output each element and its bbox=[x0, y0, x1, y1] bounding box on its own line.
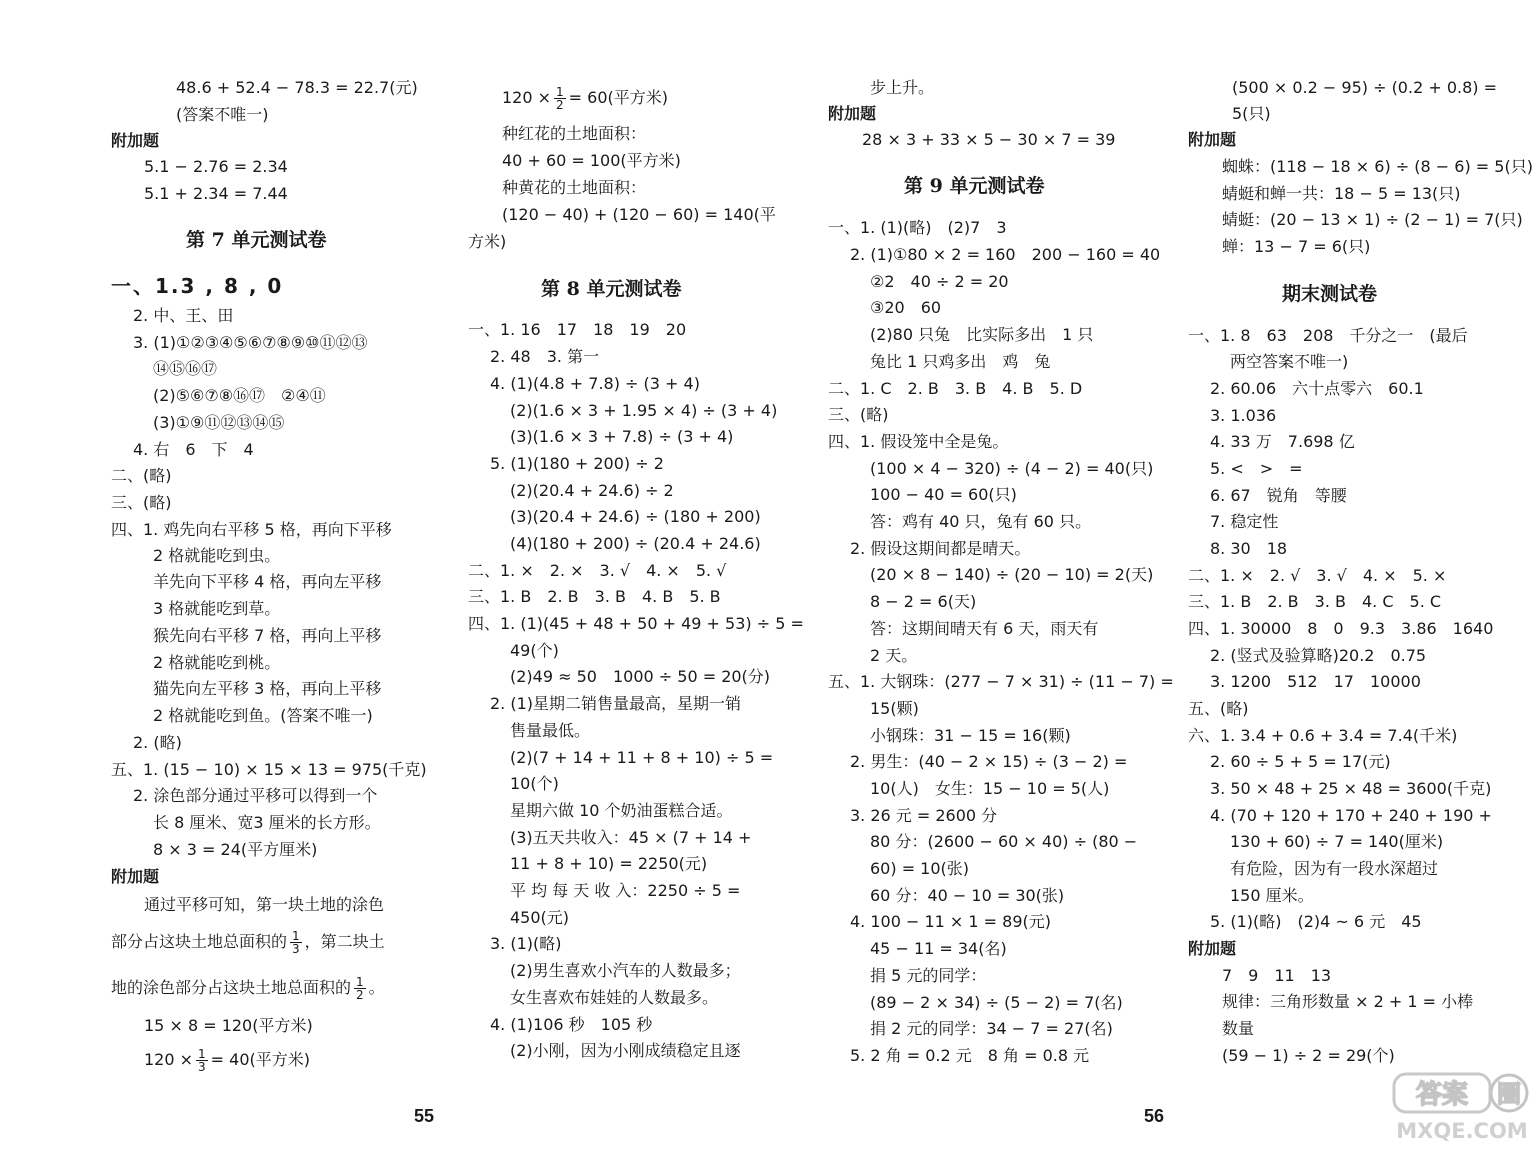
answer-line: 一、1. 16 17 18 19 20 bbox=[468, 320, 687, 339]
answer-line: 2. (略) bbox=[133, 733, 182, 752]
answer-line: 2. 男生：(40 − 2 × 15) ÷ (3 − 2) = bbox=[850, 752, 1128, 771]
answer-line: 120 × $\frac{1}{2}$ = 60(平方米) bbox=[502, 85, 669, 112]
answer-line: ③20 60 bbox=[870, 298, 942, 317]
answer-line: 答：这期间晴天有 6 天，雨天有 bbox=[870, 619, 1099, 638]
answer-line: 28 × 3 + 33 × 5 − 30 × 7 = 39 bbox=[862, 130, 1116, 149]
answer-line: 三、(略) bbox=[111, 493, 172, 512]
answer-line: 2. 中、王、田 bbox=[133, 306, 234, 325]
answer-line: 4. 右 6 下 4 bbox=[133, 440, 254, 459]
answer-line: 49(个) bbox=[510, 641, 559, 660]
answer-line: (2)⑤⑥⑦⑧⑯⑰ ②④⑪ bbox=[153, 386, 326, 405]
answer-line: 女生喜欢布娃娃的人数最多。 bbox=[510, 988, 719, 1007]
answer-line: 三、1. B 2. B 3. B 4. C 5. C bbox=[1188, 592, 1442, 611]
answer-line: 3. 1200 512 17 10000 bbox=[1210, 672, 1421, 691]
answer-line: 蜻蜓：(20 − 13 × 1) ÷ (2 − 1) = 7(只) bbox=[1222, 210, 1523, 229]
page-number: 55 bbox=[414, 1106, 435, 1126]
answer-line: 5. 2 角 = 0.2 元 8 角 = 0.8 元 bbox=[850, 1046, 1090, 1065]
bonus-heading: 附加题 bbox=[111, 131, 160, 150]
answer-line: 48.6 + 52.4 − 78.3 = 22.7(元) bbox=[176, 78, 418, 97]
answer-line: 通过平移可知，第一块土地的涂色 bbox=[144, 895, 385, 914]
answer-line: 10(人) 女生：15 − 10 = 5(人) bbox=[870, 779, 1110, 798]
answer-line: (2)(20.4 + 24.6) ÷ 2 bbox=[510, 481, 674, 500]
answer-line: 种黄花的土地面积： bbox=[502, 178, 647, 197]
answer-line: 5.1 + 2.34 = 7.44 bbox=[144, 184, 288, 203]
answer-line: 兔比 1 只鸡多出 鸡 兔 bbox=[870, 352, 1051, 371]
answer-line: 4. 100 − 11 × 1 = 89(元) bbox=[850, 912, 1052, 931]
svg-text:圈: 圈 bbox=[1497, 1080, 1521, 1108]
answer-line: 五、1. 大钢珠：(277 − 7 × 31) ÷ (11 − 7) = bbox=[828, 672, 1174, 691]
answer-line: (2)(7 + 14 + 11 + 8 + 10) ÷ 5 = bbox=[510, 748, 774, 767]
answer-line: 2. 涂色部分通过平移可以得到一个 bbox=[133, 786, 378, 805]
answer-line: 猫先向左平移 3 格，再向上平移 bbox=[153, 679, 382, 698]
fraction-one-half: $\frac{1}{2}$ bbox=[356, 975, 364, 1002]
answer-line: 步上升。 bbox=[870, 78, 935, 97]
answer-line: 有危险，因为有一段水深超过 bbox=[1230, 859, 1439, 878]
answer-line: 5. (1)(略) (2)4 ~ 6 元 45 bbox=[1210, 912, 1422, 931]
answer-line: (答案不唯一) bbox=[176, 105, 269, 124]
answer-line: (3)(20.4 + 24.6) ÷ (180 + 200) bbox=[510, 507, 761, 526]
section-title: 第 9 单元测试卷 bbox=[904, 175, 1045, 197]
answer-line: 蜘蛛：(118 − 18 × 6) ÷ (8 − 6) = 5(只) bbox=[1222, 157, 1533, 176]
answer-line: 二、1. × 2. × 3. √ 4. × 5. √ bbox=[468, 561, 727, 580]
answer-line: 地的涂色部分占这块土地总面积的 $\frac{1}{2}$ 。 bbox=[111, 975, 385, 1002]
answer-line: 两空答案不唯一) bbox=[1230, 352, 1349, 371]
answer-line: 4. (1)(4.8 + 7.8) ÷ (3 + 4) bbox=[490, 374, 700, 393]
answer-line: 数量 bbox=[1222, 1019, 1255, 1038]
answer-line: 2. 假设这期间都是晴天。 bbox=[850, 539, 1031, 558]
answer-line: 2. 60.06 六十点零六 60.1 bbox=[1210, 379, 1424, 398]
answer-line: 120 × $\frac{1}{3}$ = 40(平方米) bbox=[144, 1047, 311, 1074]
answer-line: 3 格就能吃到草。 bbox=[153, 599, 281, 618]
answer-line: 60 分：40 − 10 = 30(张) bbox=[870, 886, 1065, 905]
answer-line: (100 × 4 − 320) ÷ (4 − 2) = 40(只) bbox=[870, 459, 1154, 478]
answer-line: 450(元) bbox=[510, 908, 570, 927]
section-title: 期末测试卷 bbox=[1282, 283, 1378, 305]
answer-line: 5(只) bbox=[1232, 104, 1271, 123]
answer-line: (59 − 1) ÷ 2 = 29(个) bbox=[1222, 1046, 1395, 1065]
answer-line: 长 8 厘米、宽3 厘米的长方形。 bbox=[153, 813, 381, 832]
answer-line: 5. (1)(180 + 200) ÷ 2 bbox=[490, 454, 664, 473]
answer-line: 15 × 8 = 120(平方米) bbox=[144, 1016, 313, 1035]
answer-line: 3. 50 × 48 + 25 × 48 = 3600(千克) bbox=[1210, 779, 1492, 798]
answer-line: 四、1. 假设笼中全是兔。 bbox=[828, 432, 1009, 451]
answer-line: 45 − 11 = 34(名) bbox=[870, 939, 1007, 958]
answer-line: 2 天。 bbox=[870, 646, 918, 665]
section-title: 第 7 单元测试卷 bbox=[186, 229, 327, 251]
answer-line: 四、1. 30000 8 0 9.3 3.86 1640 bbox=[1188, 619, 1494, 638]
answer-line: (2)80 只兔 比实际多出 1 只 bbox=[870, 325, 1094, 344]
answer-line: 平 均 每 天 收 入：2250 ÷ 5 = bbox=[510, 881, 741, 900]
answer-line: 130 + 60) ÷ 7 = 140(厘米) bbox=[1230, 832, 1444, 851]
answer-line: 种红花的土地面积： bbox=[502, 124, 647, 143]
svg-text:答案: 答案 bbox=[1415, 1080, 1469, 1110]
answer-line: (120 − 40) + (120 − 60) = 140(平 bbox=[502, 205, 776, 224]
answer-line: 五、1. (15 − 10) × 15 × 13 = 975(千克) bbox=[111, 760, 427, 779]
answer-line: 小钢珠：31 − 15 = 16(颗) bbox=[870, 726, 1071, 745]
answer-line: (2)男生喜欢小汽车的人数最多； bbox=[510, 961, 741, 980]
answer-line: 80 分：(2600 − 60 × 40) ÷ (80 − bbox=[870, 832, 1138, 851]
answer-line: 二、(略) bbox=[111, 466, 172, 485]
page-number: 56 bbox=[1144, 1106, 1165, 1126]
answer-line: 3. 1.036 bbox=[1210, 406, 1277, 425]
answer-line: 2. 48 3. 第一 bbox=[490, 347, 600, 366]
answer-line: 捐 2 元的同学：34 − 7 = 27(名) bbox=[870, 1019, 1113, 1038]
answer-line: 7 9 11 13 bbox=[1222, 966, 1332, 985]
answer-line: 三、1. B 2. B 3. B 4. B 5. B bbox=[468, 587, 721, 606]
answer-line: 60) = 10(张) bbox=[870, 859, 970, 878]
answer-line: 4. (70 + 120 + 170 + 240 + 190 + bbox=[1210, 806, 1492, 825]
answer-line: (500 × 0.2 − 95) ÷ (0.2 + 0.8) = bbox=[1232, 78, 1498, 97]
answer-line: 8. 30 18 bbox=[1210, 539, 1288, 558]
answer-line: 11 + 8 + 10) = 2250(元) bbox=[510, 854, 708, 873]
answer-line: ②2 40 ÷ 2 = 20 bbox=[870, 272, 1009, 291]
answer-line: 8 × 3 = 24(平方厘米) bbox=[153, 840, 318, 859]
answer-line: 2. (1)①80 × 2 = 160 200 − 160 = 40 bbox=[850, 245, 1161, 264]
answer-line: 二、1. C 2. B 3. B 4. B 5. D bbox=[828, 379, 1083, 398]
svg-text:MXQE.COM: MXQE.COM bbox=[1396, 1119, 1528, 1143]
answer-line: 150 厘米。 bbox=[1230, 886, 1314, 905]
answer-line: 2. (1)星期二销售量最高，星期一销 bbox=[490, 694, 742, 713]
answer-line: 8 − 2 = 6(天) bbox=[870, 592, 977, 611]
answer-line: 2. 60 ÷ 5 + 5 = 17(元) bbox=[1210, 752, 1391, 771]
answer-line: 规律：三角形数量 × 2 + 1 = 小棒 bbox=[1222, 992, 1474, 1011]
answer-line: 100 − 40 = 60(只) bbox=[870, 485, 1017, 504]
answer-line: 6. 67 锐角 等腰 bbox=[1210, 486, 1347, 505]
answer-line: 2 格就能吃到虫。 bbox=[153, 546, 281, 565]
answer-line: (4)(180 + 200) ÷ (20.4 + 24.6) bbox=[510, 534, 761, 553]
answer-line: 4. 33 万 7.698 亿 bbox=[1210, 432, 1355, 451]
answer-line: 答：鸡有 40 只，兔有 60 只。 bbox=[870, 512, 1092, 531]
fraction-one-third: $\frac{1}{3}$ bbox=[198, 1047, 206, 1074]
answer-line: 10(个) bbox=[510, 774, 559, 793]
answer-line: 五、(略) bbox=[1188, 699, 1249, 718]
answer-line: 15(颗) bbox=[870, 699, 919, 718]
answer-line: 一、1. 8 63 208 千分之一 (最后 bbox=[1188, 326, 1468, 345]
answer-line: 2 格就能吃到鱼。(答案不唯一) bbox=[153, 706, 373, 725]
fraction-one-half: $\frac{1}{2}$ bbox=[556, 85, 564, 112]
answer-line: 40 + 60 = 100(平方米) bbox=[502, 151, 681, 170]
answer-line: 7. 稳定性 bbox=[1210, 512, 1279, 531]
answer-line: 一、1.3 , 8 , 0 bbox=[111, 274, 284, 298]
answer-line: 3. 26 元 = 2600 分 bbox=[850, 806, 998, 825]
answer-line: 四、1. (1)(45 + 48 + 50 + 49 + 53) ÷ 5 = bbox=[468, 614, 804, 633]
answer-line: (2)(1.6 × 3 + 1.95 × 4) ÷ (3 + 4) bbox=[510, 401, 778, 420]
bonus-heading: 附加题 bbox=[111, 867, 160, 886]
answer-line: 2 格就能吃到桃。 bbox=[153, 653, 281, 672]
answer-line: ⑭⑮⑯⑰ bbox=[153, 359, 218, 378]
watermark-logo bbox=[1392, 1072, 1530, 1144]
answer-line: 部分占这块土地总面积的 $\frac{1}{3}$ ，第二块土 bbox=[111, 929, 385, 956]
answer-line: (3)①⑨⑪⑫⑬⑭⑮ bbox=[153, 413, 285, 432]
answer-line: 六、1. 3.4 + 0.6 + 3.4 = 7.4(千米) bbox=[1188, 726, 1458, 745]
answer-line: 3. (1)①②③④⑤⑥⑦⑧⑨⑩⑪⑫⑬ bbox=[133, 333, 368, 352]
answer-line: 二、1. × 2. √ 3. √ 4. × 5. × bbox=[1188, 566, 1447, 585]
answer-line: 一、1. (1)(略) (2)7 3 bbox=[828, 218, 1007, 237]
answer-line: 2. (竖式及验算略)20.2 0.75 bbox=[1210, 646, 1427, 665]
bonus-heading: 附加题 bbox=[1188, 130, 1237, 149]
answer-line: (3)五天共收入：45 × (7 + 14 + bbox=[510, 828, 752, 847]
answer-line: (89 − 2 × 34) ÷ (5 − 2) = 7(名) bbox=[870, 993, 1123, 1012]
answer-line: (20 × 8 − 140) ÷ (20 − 10) = 2(天) bbox=[870, 565, 1154, 584]
answer-line: (3)(1.6 × 3 + 7.8) ÷ (3 + 4) bbox=[510, 427, 734, 446]
answer-line: 方米) bbox=[468, 232, 507, 251]
answer-line: 捐 5 元的同学： bbox=[870, 966, 987, 985]
answer-line: 5.1 − 2.76 = 2.34 bbox=[144, 157, 288, 176]
answer-line: 星期六做 10 个奶油蛋糕合适。 bbox=[510, 801, 733, 820]
bonus-heading: 附加题 bbox=[1188, 939, 1237, 958]
answer-line: (2)49 ≈ 50 1000 ÷ 50 = 20(分) bbox=[510, 667, 771, 686]
bonus-heading: 附加题 bbox=[828, 104, 877, 123]
answer-line: 售量最低。 bbox=[510, 721, 591, 740]
answer-line: (2)小刚，因为小刚成绩稳定且逐 bbox=[510, 1041, 741, 1060]
watermark-icon bbox=[1392, 1072, 1530, 1144]
answer-line: 蝉：13 − 7 = 6(只) bbox=[1222, 237, 1371, 256]
answer-line: 三、(略) bbox=[828, 405, 889, 424]
fraction-one-third: $\frac{1}{3}$ bbox=[292, 929, 300, 956]
answer-line: 猴先向右平移 7 格，再向上平移 bbox=[153, 626, 382, 645]
answer-line: 羊先向下平移 4 格，再向左平移 bbox=[153, 572, 382, 591]
answer-line: 蜻蜓和蝉一共：18 − 5 = 13(只) bbox=[1222, 184, 1461, 203]
answer-line: 4. (1)106 秒 105 秒 bbox=[490, 1015, 653, 1034]
answer-line: 5. < > = bbox=[1210, 459, 1303, 478]
answer-line: 四、1. 鸡先向右平移 5 格，再向下平移 bbox=[111, 520, 392, 539]
section-title: 第 8 单元测试卷 bbox=[541, 278, 682, 300]
answer-line: 3. (1)(略) bbox=[490, 934, 562, 953]
